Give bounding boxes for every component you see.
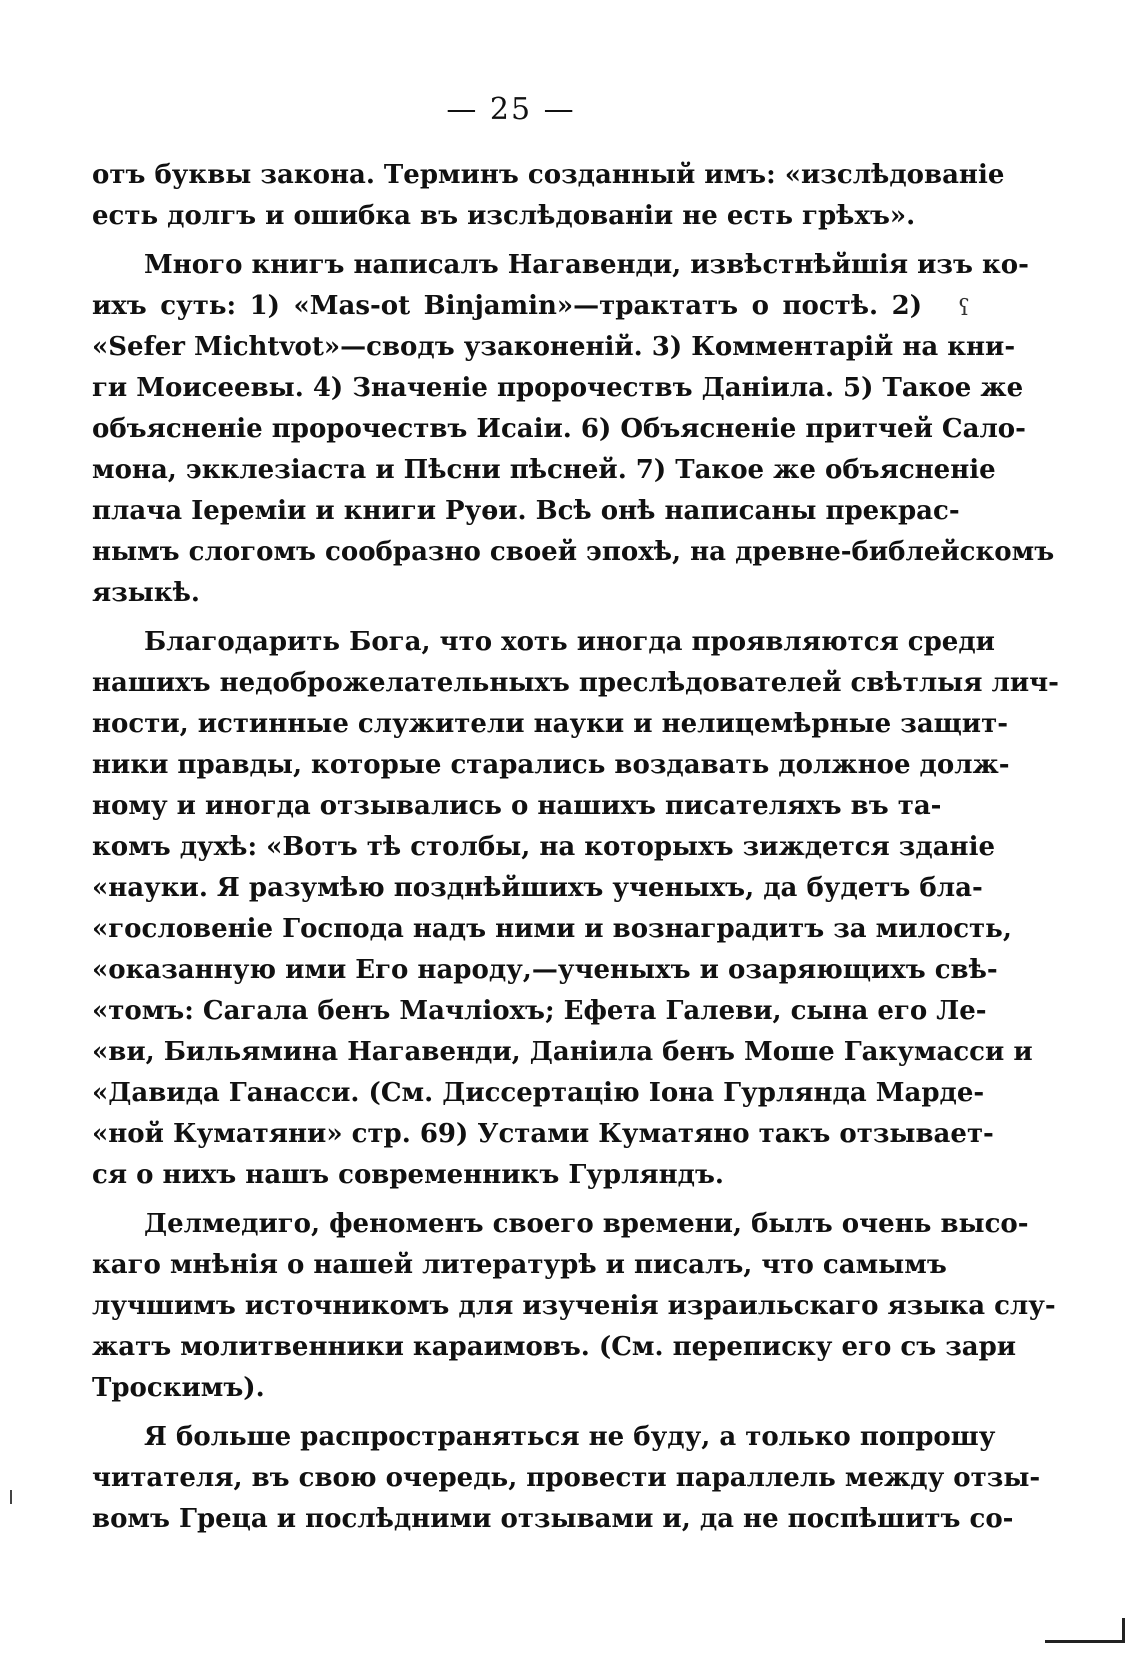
text-line: «Давида Ганасси. (См. Диссертацію Іона Гурлянда Марде- <box>92 1078 985 1108</box>
text-line: нашихъ недоброжелательныхъ преслѣдователей свѣтлыя лич- <box>92 668 1059 698</box>
text-line: «Sefer Michtvot»—сводъ узаконеній. 3) Комментарій на кни- <box>92 332 1016 362</box>
text-line: нымъ слогомъ сообразно своей эпохѣ, на древне-библейскомъ <box>92 537 1055 567</box>
text-line: ги Моисеевы. 4) Значеніе пророчествъ Даніила. 5) Такое же <box>92 373 1024 403</box>
corner-mark-vertical <box>1122 1618 1125 1643</box>
margin-mark: ʕ <box>958 296 970 321</box>
text-line: ся о нихъ нашъ современникъ Гурляндъ. <box>92 1160 724 1190</box>
text-line: ности, истинные служители науки и нелицемѣрные защит- <box>92 709 1008 739</box>
text-line: Много книгъ написалъ Нагавенди, извѣстнѣйшія изъ ко- <box>144 250 1029 280</box>
text-line: лучшимъ источникомъ для изученія израильскаго языка слу- <box>92 1291 1056 1321</box>
paragraph-gap <box>92 614 922 622</box>
text-line: жатъ молитвенники караимовъ. (См. переписку его съ зари <box>92 1332 1017 1362</box>
paragraph-gap <box>92 1409 922 1417</box>
text-line: Я больше распространяться не буду, а только попрошу <box>144 1422 996 1452</box>
text-line: «оказанную ими Его народу,—ученыхъ и озаряющихъ свѣ- <box>92 955 998 985</box>
text-line: «ви, Бильямина Нагавенди, Даніила бенъ Моше Гакумасси и <box>92 1037 1033 1067</box>
text-line: плача Іереміи и книги Руѳи. Всѣ онѣ написаны прекрас- <box>92 496 960 526</box>
text-line: ники правды, которые старались воздавать должное долж- <box>92 750 1010 780</box>
text-line: «ной Куматяни» стр. 69) Устами Куматяно такъ отзывает- <box>92 1119 994 1149</box>
text-line: языкѣ. <box>92 578 200 608</box>
text-line: «науки. Я разумѣю позднѣйшихъ ученыхъ, да будетъ бла- <box>92 873 983 903</box>
text-line: «томъ: Сагала бенъ Мачліохъ; Ефета Галеви, сына его Ле- <box>92 996 987 1026</box>
text-line: ихъ суть: 1) «Mas-ot Binjamin»—трактатъ о постѣ. 2) <box>92 291 922 321</box>
text-line: читателя, въ свою очередь, провести параллель между отзы- <box>92 1463 1041 1493</box>
text-line: есть долгъ и ошибка въ изслѣдованіи не есть грѣхъ». <box>92 201 916 231</box>
text-line: Благодарить Бога, что хоть иногда проявляются среди <box>144 627 995 657</box>
text-line: отъ буквы закона. Терминъ созданный имъ: «изслѣдованіе <box>92 160 1005 190</box>
text-line: вомъ Греца и послѣдними отзывами и, да не поспѣшитъ со- <box>92 1504 1014 1534</box>
margin-tick <box>10 1490 12 1504</box>
text-line: «гословеніе Господа надъ ними и вознаградитъ за милость, <box>92 914 1012 944</box>
page-number: — 25 — <box>446 92 576 127</box>
text-line: комъ духѣ: «Вотъ тѣ столбы, на которыхъ зиждется зданіе <box>92 832 996 862</box>
text-line: мона, экклезіаста и Пѣсни пѣсней. 7) Такое же объясненіе <box>92 455 996 485</box>
text-line: ному и иногда отзывались о нашихъ писателяхъ въ та- <box>92 791 942 821</box>
corner-mark <box>1045 1640 1125 1643</box>
text-line: Троскимъ). <box>92 1373 265 1403</box>
text-line: каго мнѣнія о нашей литературѣ и писалъ, что самымъ <box>92 1250 947 1280</box>
text-line: объясненіе пророчествъ Исаіи. 6) Объясненіе притчей Сало- <box>92 414 1026 444</box>
paragraph-gap <box>92 1196 922 1204</box>
text-line: Делмедиго, феноменъ своего времени, былъ очень высо- <box>144 1209 1029 1239</box>
body-text <box>92 155 1059 1540</box>
paragraph-gap <box>92 237 922 245</box>
